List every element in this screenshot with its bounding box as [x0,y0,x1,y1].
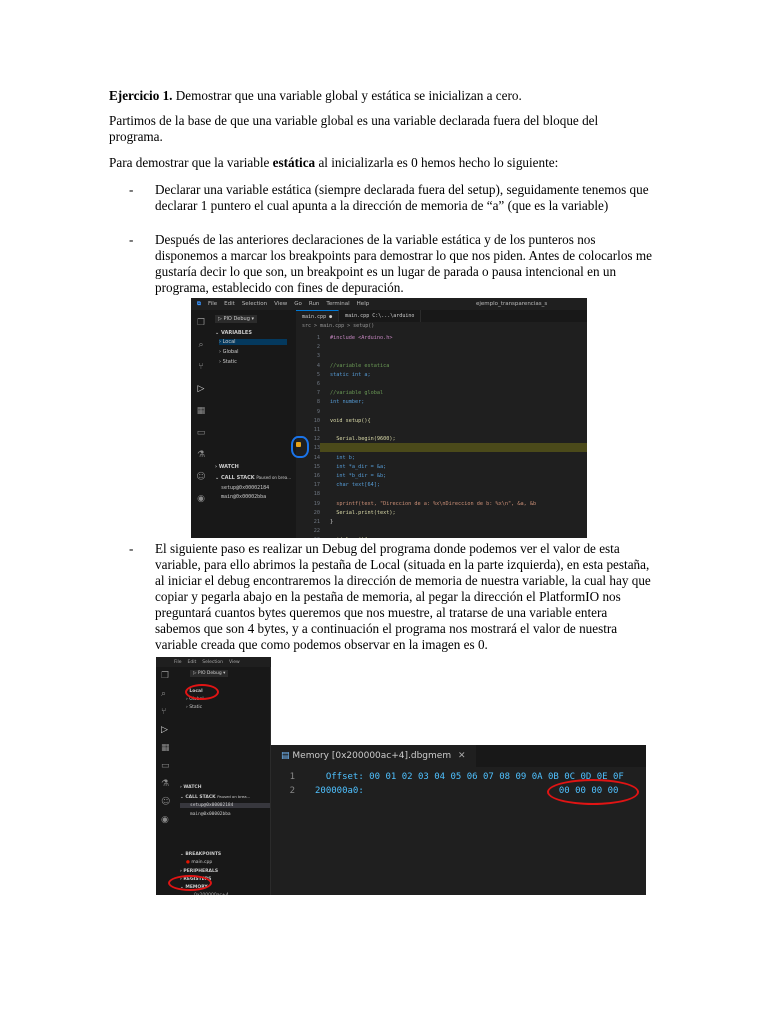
bullet-3-text: El siguiente paso es realizar un Debug del programa donde podemos ver el valor de esta variable, para ello abrimos la pestaña de Local (situada en la parte izquierda), en esta pestaña, al iniciar el debug encontraremos la dirección de memoria de nuestra variable, la cual hay que copiar y pegarla abajo en la pestaña de memoria, al pegar la dirección el PlatformIO nos preguntará cuantos bytes queremos que nos muestre, al tratarse de una variable entera sabemos que son 4 bytes, y a continuación el programa nos mostrará el valor de nuestra variable creada que como podemos observar en la imagen es 0. [155,541,651,652]
menu-bar-2 [156,657,271,667]
bullet-1-text: Declarar una variable estática (siempre declarada fuera del setup), seguidamente tenemos que declarar 1 puntero el cual apunta a la dirección de memoria de “a” (que es la variable) [155,182,649,213]
code-line[interactable]: sprintf(text, "Direccion de a: %x\nDireccion de b: %x\n", &a, &b [330,500,537,507]
bullet-dash: - [129,182,134,197]
breakpoints-header[interactable]: ⌄ BREAKPOINTS [180,852,222,857]
run-debug-icon[interactable]: ▷ [197,384,205,394]
bullet-dash: - [129,232,134,247]
search-icon[interactable]: ⌕ [198,340,204,350]
memory-tab-label: Memory [0x200000ac+4].dbgmem [292,751,452,761]
extensions-icon[interactable]: ▦ [196,406,206,416]
code-line[interactable] [330,537,367,538]
paragraph-2-bold: estática [272,155,316,170]
line-number[interactable]: 12 [313,436,320,443]
line-number[interactable]: 3 [316,353,320,360]
breakpoint-annotation-circle [291,436,309,458]
paragraph-2-start: Para demostrar que la variable [109,155,273,170]
bullet-dash: - [129,541,134,556]
menu-item-file[interactable]: File [207,301,218,307]
line-number[interactable]: 5 [316,371,320,378]
call-stack-label: CALL STACK [220,475,255,481]
line-number[interactable]: 14 [313,454,320,461]
watch-label: WATCH [183,785,202,790]
var-global[interactable]: › Global [186,697,204,702]
vscode-logo-icon: ⧉ [197,300,201,307]
debug-config-select[interactable]: ▷ PIO Debug ▾ [190,670,228,677]
call-stack-header[interactable]: ⌄ CALL STACK Paused on brea... [180,794,251,800]
debug-config-label: PIO Debug [223,316,250,322]
code-line[interactable]: #include <Arduino.h> [330,335,393,341]
breakpoint-item[interactable] [186,860,212,865]
menu-item-file[interactable]: File [174,659,182,665]
memory-header[interactable]: ⌄ MEMORY [180,885,208,890]
platformio-icon[interactable]: ☺ [196,472,206,482]
menu-item-view[interactable]: View [274,301,288,307]
line-number[interactable]: 4 [316,362,320,369]
paragraph-2-end: al inicializarla es 0 hemos hecho lo siguiente: [315,155,559,170]
extensions-icon[interactable]: ▦ [161,743,170,753]
call-stack-header[interactable]: ⌄ CALL STACK Paused on brea... [215,475,292,481]
menu-items [208,301,369,307]
line-number[interactable]: 20 [313,509,320,516]
bullet-2-text: Después de las anteriores declaraciones de la variable estática y de los punteros nos disponemos a marcar los breakpoints para demostrar lo que nos piden. Antes de colocarlos me gustaría decir lo que son, un breakpoint es un lugar de parada o pausa intencional en un programa, establecido con fines de depuración. [155,232,652,295]
memory-line-number: 1 [289,772,295,782]
paragraph-2 [109,155,649,171]
line-number[interactable]: 16 [313,473,320,479]
account-icon[interactable]: ◉ [197,494,205,504]
breakpoint-file: main.cpp [191,860,213,865]
line-number[interactable]: 21 [313,519,320,525]
debug-sidebar [211,310,297,538]
watch-header[interactable]: › WATCH [180,785,202,790]
memory-data-row: 200000a0: 00 00 00 00 [315,786,619,796]
variables-header-label: VARIABLES [220,330,252,336]
breakpoint-dot-icon: ● [186,860,190,865]
activity-bar [191,310,211,538]
line-number[interactable]: 8 [316,399,320,406]
memory-tab[interactable] [271,745,476,767]
memory-view-screenshot [271,745,646,895]
code-line[interactable]: //variable global [330,390,384,397]
debug-config-label: PIO Debug [197,671,222,676]
var-static[interactable]: › Static [186,705,203,710]
stack-frame-setup[interactable]: setup@0x00002184 [221,485,270,491]
var-local-label: Local [189,689,203,694]
exercise-number: Ejercicio 1. [109,88,173,103]
code-line[interactable]: void setup(){ [330,417,371,424]
line-number[interactable]: 1 [316,335,320,341]
code-line[interactable]: char text[64]; [330,482,380,489]
var-local[interactable]: › Local [219,339,287,345]
registers-header[interactable]: › REGISTERS [180,877,212,882]
account-icon[interactable]: ◉ [161,815,169,825]
vscode-screenshot-breakpoints [191,298,587,538]
code-line[interactable]: int *b_dir = &b; [330,473,387,479]
testing-icon[interactable]: ⚗ [161,779,170,789]
breakpoint-marker[interactable] [296,442,301,447]
code-line[interactable]: int *a_dir = &a; [330,463,387,470]
line-number[interactable]: 6 [316,381,320,387]
var-static-label: Static [189,705,203,710]
var-global-label: Global [189,697,204,702]
menu-item-run[interactable]: Run [308,301,320,307]
line-number[interactable]: 10 [313,417,320,424]
stack-frame-main[interactable]: main@0x00002bba [221,494,267,500]
code-line[interactable]: } [330,519,334,525]
code-line[interactable]: Serial.begin(9600); [330,436,396,443]
platformio-icon[interactable]: ☺ [161,797,171,807]
line-number[interactable]: 17 [313,482,320,489]
line-number[interactable]: 2 [316,344,320,351]
memory-offset-header: Offset: 00 01 02 03 04 05 06 07 08 09 0A 0B 0C 0D 0E 0F [315,772,624,782]
activity-bar-2 [156,667,176,895]
call-stack-label: CALL STACK [185,795,216,800]
local-annotation-circle [185,684,219,700]
stack-frame-main[interactable]: main@0x00002bba [190,812,231,817]
memory-line-number: 2 [289,786,295,796]
vscode-screenshot-debug-sidebar [156,657,271,895]
code-line[interactable]: static int a; [330,371,371,378]
memory-annotation-circle [168,875,212,891]
code-line[interactable]: Serial.print(text); [330,509,396,516]
paragraph-1: Partimos de la base de que una variable global es una variable declarada fuera del bloque del programa. [109,113,599,144]
peripherals-label: PERIPHERALS [183,869,219,874]
explorer-icon[interactable]: ❐ [196,318,206,328]
search-icon[interactable]: ⌕ [161,689,167,699]
memory-label: MEMORY [185,885,208,890]
watch-header[interactable]: › WATCH [215,464,239,470]
line-number[interactable]: 18 [313,491,320,498]
memory-item[interactable] [194,893,229,895]
var-global-label: Global [222,349,239,355]
code-line[interactable]: int number; [330,399,365,406]
line-number[interactable]: 13 [313,445,320,452]
memory-tab-bar [271,745,646,767]
var-local[interactable]: › Local [186,689,203,694]
stack-frame-setup[interactable]: setup@0x00002184 [180,803,270,808]
paused-status: Paused on brea... [256,475,292,480]
debug-sidebar-2 [176,667,271,895]
menu-item-help[interactable]: Help [356,301,370,307]
line-number[interactable]: 15 [313,463,320,470]
code-line[interactable]: //variable estatica [330,362,390,369]
exercise-heading [109,88,649,104]
var-local-label: Local [222,339,236,345]
registers-label: REGISTERS [183,877,212,882]
window-title: ejemplo_transparencias_s [476,301,548,307]
var-global[interactable]: › Global [219,349,239,355]
menu-item-terminal[interactable]: Terminal [326,301,350,307]
var-static[interactable]: › Static [219,359,237,365]
run-debug-icon[interactable]: ▷ [161,725,168,735]
code-line[interactable]: int b; [330,454,355,461]
line-number[interactable] [296,537,320,538]
line-number[interactable]: 19 [313,500,320,507]
tab-main-cpp[interactable]: main.cpp ● [296,310,339,322]
var-static-label: Static [222,359,237,365]
remote-icon[interactable]: ▭ [161,761,170,771]
close-icon[interactable]: ✕ [457,751,466,761]
breakpoints-label: BREAKPOINTS [185,852,222,857]
current-line-highlight [320,443,587,452]
menu-item-edit[interactable]: Edit [224,301,235,307]
tab-main-cpp-2[interactable]: main.cpp C:\...\arduino [339,310,421,322]
memory-file-icon: ▤ [281,751,290,761]
menu-item-edit[interactable]: Edit [187,659,197,665]
line-number[interactable]: 11 [313,427,320,433]
line-number[interactable]: 9 [316,408,320,415]
source-control-icon[interactable]: ⑂ [161,707,167,717]
line-number[interactable]: 7 [316,390,320,397]
menu-item-selection[interactable]: Selection [202,659,223,665]
source-control-icon[interactable]: ⑂ [198,362,204,372]
editor-tabs [296,310,587,322]
paused-status: Paused on brea... [217,794,251,799]
tab-main-cpp-label: main.cpp [302,314,327,320]
code-editor [296,310,587,538]
breadcrumb: src > main.cpp > setup() [302,323,375,329]
testing-icon[interactable]: ⚗ [196,450,206,460]
value-annotation-circle [547,779,639,805]
remote-icon[interactable]: ▭ [196,428,206,438]
line-number[interactable]: 22 [313,528,320,535]
exercise-title: Demostrar que una variable global y estática se inicializan a cero. [172,88,522,103]
debug-config-select[interactable]: ▷ PIO Debug ▾ [215,315,257,323]
peripherals-header[interactable]: › PERIPHERALS [180,869,219,874]
menu-item-go[interactable]: Go [294,301,302,307]
menu-item-selection[interactable]: Selection [241,301,268,307]
menu-item-view[interactable]: View [229,659,240,665]
watch-label: WATCH [218,464,239,470]
explorer-icon[interactable]: ❐ [161,671,170,681]
variables-header[interactable]: ⌄ VARIABLES [215,330,252,336]
